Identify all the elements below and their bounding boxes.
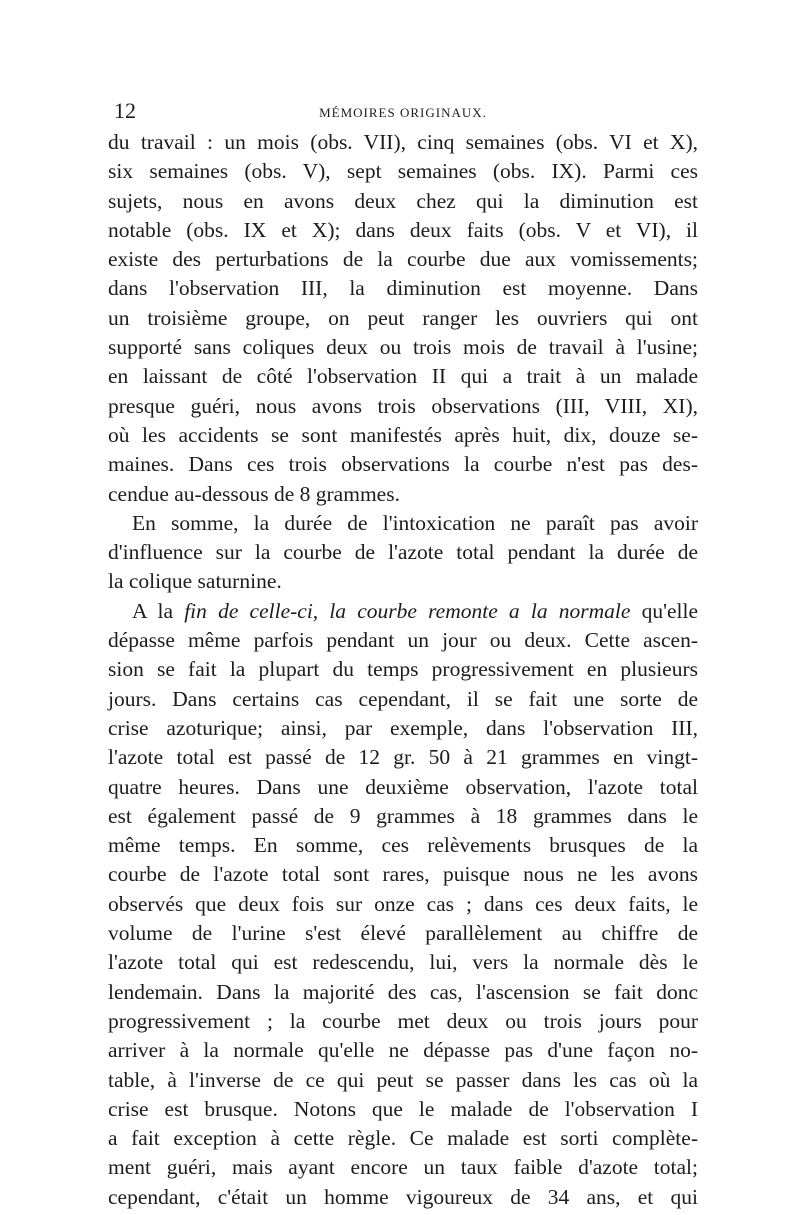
text-line: a fait exception à cette règle. Ce malade est sorti complète- — [108, 1126, 698, 1151]
text-line: même temps. En somme, ces relèvements brusques de la — [108, 833, 698, 858]
italic-text: fin de celle-ci, la courbe remonte a la normale — [184, 598, 631, 623]
body-text — [108, 128, 698, 1212]
text-run: A la — [132, 598, 185, 623]
text-line: du travail : un mois (obs. VII), cinq semaines (obs. VI et X), — [108, 130, 698, 154]
text-line-emphasis — [108, 597, 698, 626]
text-line: sujets, nous en avons deux chez qui la diminution est — [108, 188, 698, 213]
text-line: sion se fait la plupart du temps progressivement en plusieurs — [108, 657, 698, 682]
text-line: d'influence sur la courbe de l'azote total pendant la durée de — [108, 540, 698, 565]
book-page — [108, 96, 698, 1212]
text-line: courbe de l'azote total sont rares, puisque nous ne les avons — [108, 862, 698, 887]
text-line: cependant, c'était un homme vigoureux de 34 ans, et qui — [108, 1184, 698, 1209]
text-line: un troisième groupe, on peut ranger les ouvriers qui ont — [108, 305, 698, 330]
text-line: maines. Dans ces trois observations la courbe n'est pas des- — [108, 452, 698, 477]
text-line: dépasse même parfois pendant un jour ou deux. Cette ascen- — [108, 628, 698, 653]
text-line: observés que deux fois sur onze cas ; dans ces deux faits, le — [108, 891, 698, 916]
text-line: lendemain. Dans la majorité des cas, l'ascension se fait donc — [108, 979, 698, 1004]
text-run: qu'elle — [630, 598, 698, 623]
text-line: l'azote total est passé de 12 gr. 50 à 21 grammes en vingt- — [108, 745, 698, 770]
text-line: quatre heures. Dans une deuxième observation, l'azote total — [108, 774, 698, 799]
text-line: volume de l'urine s'est élevé parallèlement au chiffre de — [108, 921, 698, 946]
running-head — [108, 96, 698, 126]
text-line: notable (obs. IX et X); dans deux faits (obs. V et VI), il — [108, 217, 698, 242]
text-line: En somme, la durée de l'intoxication ne paraît pas avoir — [132, 510, 698, 535]
text-line: presque guéri, nous avons trois observations (III, VIII, XI), — [108, 393, 698, 418]
text-line: supporté sans coliques deux ou trois mois de travail à l'usine; — [108, 335, 698, 360]
text-line: la colique saturnine. — [108, 569, 282, 594]
text-line: est également passé de 9 grammes à 18 grammes dans le — [108, 803, 698, 828]
text-line: arriver à la normale qu'elle ne dépasse pas d'une façon no- — [108, 1038, 698, 1063]
text-line: cendue au-dessous de 8 grammes. — [108, 481, 400, 506]
text-line: table, à l'inverse de ce qui peut se passer dans les cas où la — [108, 1067, 698, 1092]
text-line: existe des perturbations de la courbe due aux vomissements; — [108, 247, 698, 272]
text-line: six semaines (obs. V), sept semaines (obs. IX). Parmi ces — [108, 159, 698, 184]
text-line: jours. Dans certains cas cependant, il se fait une sorte de — [108, 686, 698, 711]
text-line: l'azote total qui est redescendu, lui, vers la normale dès le — [108, 950, 698, 975]
text-line: en laissant de côté l'observation II qui a trait à un malade — [108, 364, 698, 389]
text-line: où les accidents se sont manifestés après huit, dix, douze se- — [108, 422, 698, 447]
page-number: 12 — [114, 98, 136, 123]
text-line: crise azoturique; ainsi, par exemple, dans l'observation III, — [108, 715, 698, 740]
text-line: dans l'observation III, la diminution est moyenne. Dans — [108, 276, 698, 301]
text-line: crise est brusque. Notons que le malade de l'observation I — [108, 1096, 698, 1121]
text-line: ment guéri, mais ayant encore un taux faible d'azote total; — [108, 1155, 698, 1180]
text-line: progressivement ; la courbe met deux ou trois jours pour — [108, 1008, 698, 1033]
running-title: MÉMOIRES ORIGINAUX. — [319, 105, 487, 120]
